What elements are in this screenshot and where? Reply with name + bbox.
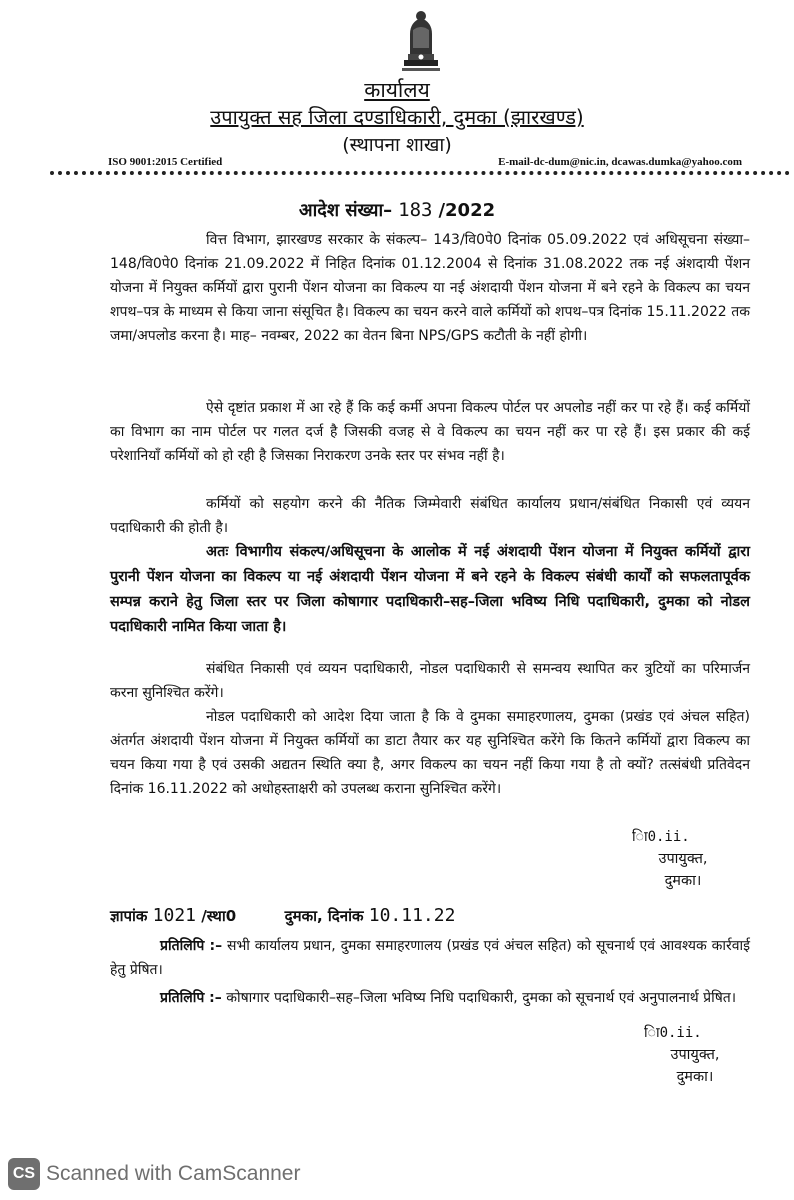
signatory-designation: उपायुक्त, bbox=[658, 851, 708, 867]
order-year: /2022 bbox=[438, 200, 496, 221]
copy-2-text: कोषागार पदाधिकारी–सह–जिला भविष्य निधि पदाधिकारी, दुमका को सूचनार्थ एवं अनुपालनार्थ प्रेषित। bbox=[226, 990, 737, 1006]
camscanner-watermark: Scanned with CamScanner bbox=[46, 1162, 301, 1185]
signatory-place: दुमका। bbox=[664, 873, 702, 889]
order-label: आदेश संख्या– bbox=[298, 200, 393, 221]
paragraph-6: नोडल पदाधिकारी को आदेश दिया जाता है कि वे दुमका समाहरणालय, दुमका (प्रखंड एवं अंचल सहित) अंतर्गत अंशदायी पेंशन योजना में नियुक्त कर्मियों का डाटा तैयार कर यह सुनिश्चित करेंगे कि कितने कर्मियों द्वारा विकल्प का चयन किया गया है एवं उसकी अद्यतन स्थिति क्या है, अगर विकल्प का चयन नहीं किया गया है तो क्यों? तत्संबंधी प्रतिवेदन दिनांक 16.11.2022 को अधोहस्ताक्षरी को उपलब्ध कराना सुनिश्चित करेंगे। bbox=[110, 709, 750, 797]
paragraph-5: संबंधित निकासी एवं व्ययन पदाधिकारी, नोडल पदाधिकारी से समन्वय स्थापित कर त्रुटियों का परिमार्जन करना सुनिश्चित करेंगे। bbox=[110, 661, 750, 701]
memo-number: 1021 bbox=[152, 905, 197, 926]
office-heading: कार्यालय bbox=[364, 78, 430, 102]
memo-line bbox=[110, 905, 750, 926]
copy-1-text: सभी कार्यालय प्रधान, दुमका समाहरणालय (प्रखंड एवं अंचल सहित) को सूचनार्थ एवं आवश्यक कार्रवाई हेतु प्रेषित। bbox=[110, 938, 750, 978]
paragraph-2: ऐसे दृष्टांत प्रकाश में आ रहे हैं कि कई कर्मी अपना विकल्प पोर्टल पर अपलोड नहीं कर पा रहे हैं। कई कर्मियों का विभाग का नाम पोर्टल पर गलत दर्ज है जिसकी वजह से वे विकल्प का चयन नहीं कर पा रहे हैं। इस प्रकार की कई परेशानियाँ कर्मियों को हो रही है जिसका निराकरण उनके स्तर पर संभव नहीं है। bbox=[110, 400, 750, 464]
copy-1 bbox=[110, 934, 750, 982]
copy-2 bbox=[110, 986, 750, 1010]
paragraph-1: वित्त विभाग, झारखण्ड सरकार के संकल्प– 143/वि0पे0 दिनांक 05.09.2022 एवं अधिसूचना संख्या– 148/वि0पे0 दिनांक 21.09.2022 में निहित दिनांक 01.12.2004 से दिनांक 31.08.2022 तक नई अंशदायी पेंशन योजना में नियुक्त कर्मियों द्वारा पुरानी पेंशन योजना का विकल्प या नई अंशदायी पेंशन योजना में बने रहने के विकल्प का चयन शपथ–पत्र के माध्यम से किया जाना संसूचित है। विकल्प का चयन करने वाले कर्मियों को शपथ–पत्र दिनांक 15.11.2022 तक जमा/अपलोड करना है। माह– नवम्बर, 2022 का वेतन बिना NPS/GPS कटौती के नहीं होगी। bbox=[110, 232, 750, 344]
signatory-designation-2: उपायुक्त, bbox=[670, 1047, 720, 1063]
camscanner-logo-icon: CS bbox=[8, 1158, 40, 1190]
office-email: E-mail-dc-dum@nic.in, dcawas.dumka@yahoo.com bbox=[498, 156, 742, 168]
signature-block-1 bbox=[628, 826, 738, 892]
memo-label: ज्ञापांक bbox=[110, 907, 148, 925]
copy-2-label: प्रतिलिपि :– bbox=[160, 990, 222, 1006]
order-number: 183 bbox=[398, 199, 433, 221]
state-emblem-icon bbox=[396, 8, 446, 74]
paragraph-3: कर्मियों को सहयोग करने की नैतिक जिम्मेवारी संबंधित कार्यालय प्रधान/संबंधित निकासी एवं व्ययन पदाधिकारी की होती है। bbox=[110, 496, 750, 536]
order-number-line bbox=[0, 198, 794, 222]
signature-scrawl: ाि0.ii. bbox=[632, 829, 690, 845]
memo-date: 10.11.22 bbox=[368, 905, 456, 926]
memo-place-date-label: दुमका, दिनांक bbox=[284, 907, 364, 925]
signatory-place-2: दुमका। bbox=[676, 1069, 714, 1085]
office-title: उपायुक्त सह जिला दण्डाधिकारी, दुमका (झारखण्ड) bbox=[210, 105, 584, 129]
signature-scrawl-2: ाि0.ii. bbox=[644, 1025, 702, 1041]
dotted-divider bbox=[50, 171, 790, 175]
branch-name: (स्थापना शाखा) bbox=[342, 134, 452, 156]
memo-suffix: /स्था0 bbox=[201, 907, 237, 925]
copy-1-label: प्रतिलिपि :– bbox=[160, 938, 223, 954]
paragraph-4: अतः विभागीय संकल्प/अधिसूचना के आलोक में नई अंशदायी पेंशन योजना में नियुक्त कर्मियों द्वारा पुरानी पेंशन योजना का विकल्प या नई अंशदायी पेंशन योजना में बने रहने के विकल्प संबंधी कार्यों को सफलतापूर्वक सम्पन्न कराने हेतु जिला स्तर पर जिला कोषागार पदाधिकारी–सह–जिला भविष्य निधि पदाधिकारी, दुमका को नोडल पदाधिकारी नामित किया जाता है। bbox=[110, 544, 750, 635]
signature-block-2 bbox=[640, 1022, 750, 1088]
iso-certification: ISO 9001:2015 Certified bbox=[108, 156, 223, 168]
